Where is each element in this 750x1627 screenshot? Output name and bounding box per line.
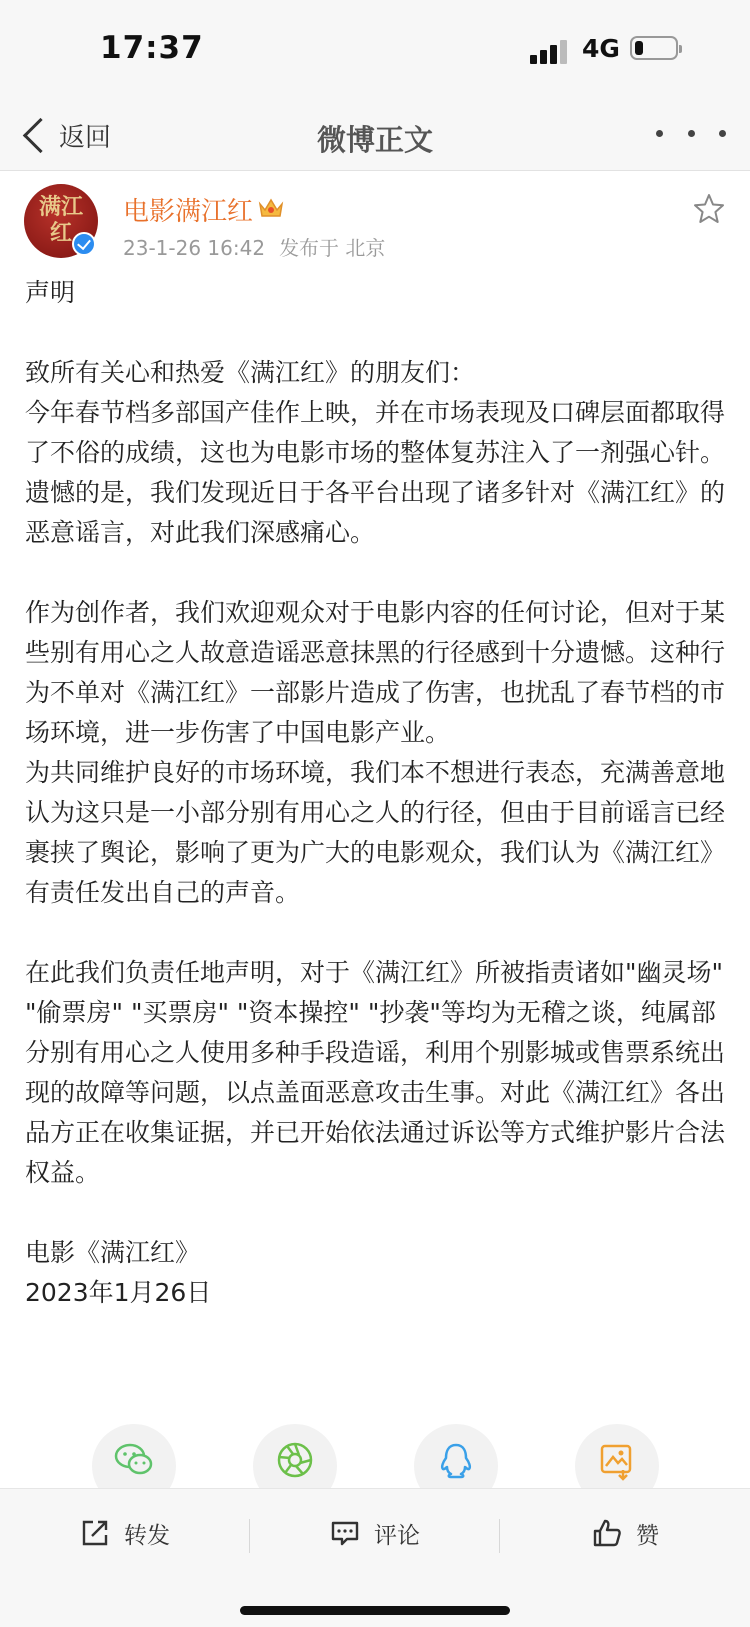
- thumbs-up-icon: [592, 1518, 622, 1548]
- author-name[interactable]: 电影满江红: [123, 197, 254, 227]
- crown-icon: [258, 196, 284, 220]
- repost-label: 转发: [124, 1522, 170, 1549]
- battery-icon: [630, 36, 678, 60]
- more-dot-icon: [656, 130, 663, 137]
- avatar-logo-text: 满江红: [38, 194, 83, 246]
- divider: [249, 1519, 250, 1553]
- moments-icon: [275, 1442, 315, 1482]
- post-meta: [123, 232, 399, 261]
- favorite-star-icon[interactable]: [692, 192, 726, 226]
- more-button[interactable]: [656, 118, 726, 148]
- post-date: 23-1-26 16:42: [123, 236, 266, 260]
- back-label: 返回: [59, 122, 112, 153]
- save-image-icon: [597, 1442, 637, 1482]
- verified-badge-icon: [72, 232, 96, 256]
- share-row: [0, 1424, 750, 1484]
- like-label: 赞: [636, 1522, 659, 1549]
- home-indicator[interactable]: [240, 1606, 510, 1615]
- wechat-icon: [114, 1442, 154, 1478]
- more-dot-icon: [688, 130, 695, 137]
- comment-button[interactable]: [330, 1511, 420, 1555]
- page-title: 微博正文: [316, 123, 433, 157]
- network-type: 4G: [582, 34, 620, 63]
- signal-icon: [530, 38, 570, 64]
- more-dot-icon: [719, 130, 726, 137]
- repost-icon: [80, 1518, 110, 1548]
- post-body: 声明 致所有关心和热爱《满江红》的朋友们： 今年春节档多部国产佳作上映，并在市场表现及口碑层面都取得了不俗的成绩，这也为电影市场的整体复苏注入了一剂强心针。遗憾的是，我们发现近日于各平台出现了诸多针对《满江红》的恶意谣言，对此我们深感痛心。 作为创作者，我们欢迎观众对于电影内容的任何讨论，但对于某些别有用心之人故意造谣恶意抹黑的行径感到十分遗憾。这种行为不单对《满江红》一部影片造成了伤害，也扰乱了春节档的市场环境，进一步伤害了中国电影产业。 为共同维护良好的市场环境，我们本不想进行表态，充满善意地认为这只是一小部分别有用心之人的行径，但由于目前谣言已经裹挟了舆论，影响了更为广大的电影观众，我们认为《满江红》有责任发出自己的声音。 在此我们负责任地声明，对于《满江红》所被指责诸如"幽灵场" "偷票房" "买票房" "资本操控" "抄袭"等均为无稽之谈，纯属部分别有用心之人使用多种手段造谣，利用个别影城或售票系统出现的故障等问题，以点盖面恶意攻击生事。对此《满江红》各出品方正在收集证据，并已开始依法通过诉讼等方式维护影片合法权益。 电影《满江红》 2023年1月26日: [25, 278, 726, 1307]
- battery-level: [635, 41, 643, 55]
- comment-icon: [330, 1518, 360, 1548]
- comment-label: 评论: [374, 1522, 420, 1549]
- repost-button[interactable]: [80, 1511, 170, 1555]
- status-time: 17:37: [100, 30, 204, 66]
- qq-icon: [436, 1442, 476, 1482]
- like-button[interactable]: [592, 1511, 659, 1555]
- post-location: 发布于 北京: [279, 236, 386, 260]
- divider: [499, 1519, 500, 1553]
- nav-bar: [0, 100, 750, 171]
- status-bar: [0, 0, 750, 100]
